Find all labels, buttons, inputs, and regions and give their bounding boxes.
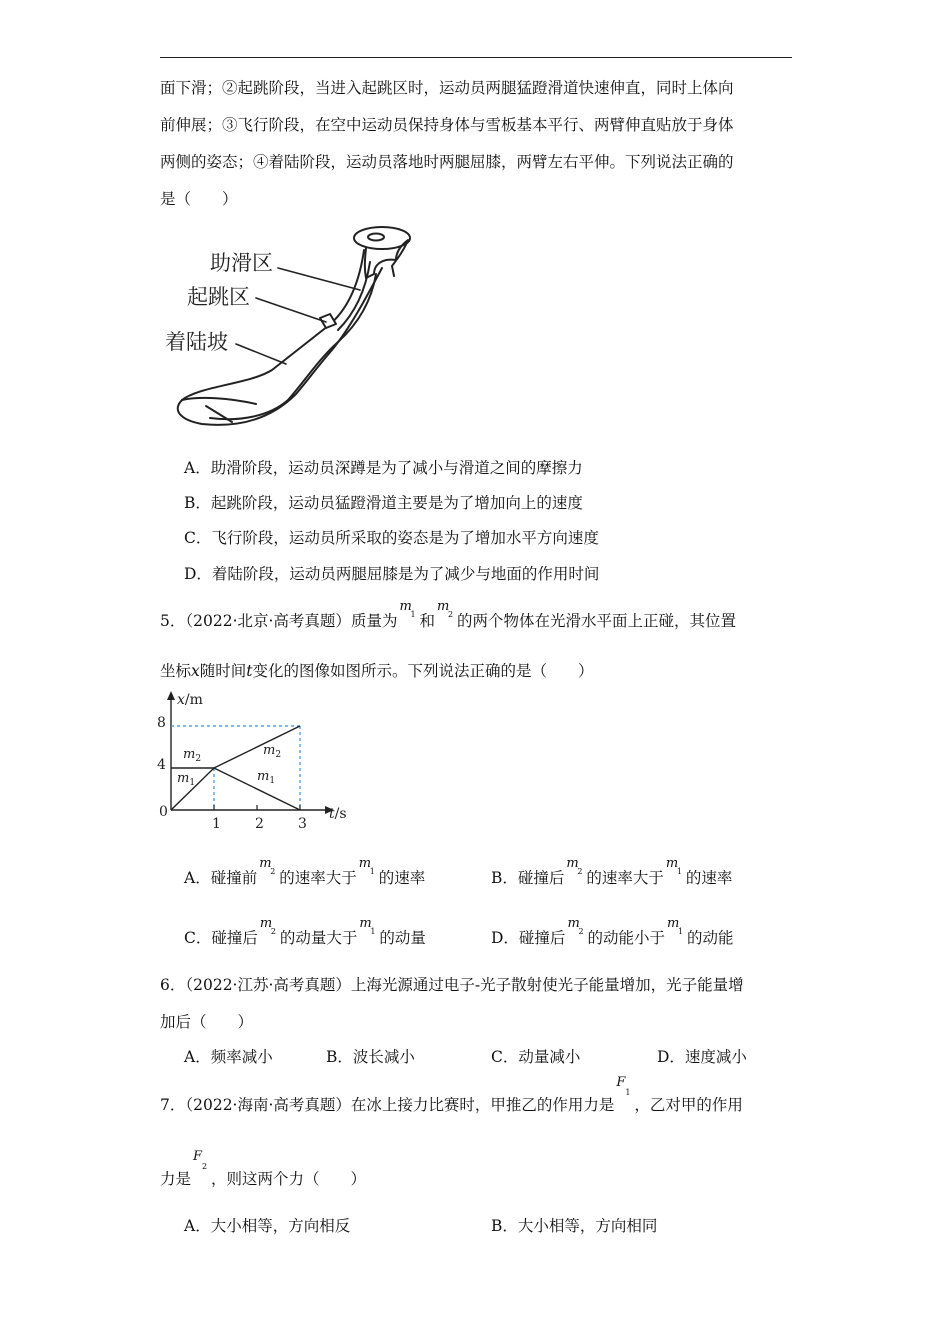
q5-option-b[interactable]: B．碰撞后 m 2 的速率大于 m 1 的速率 — [491, 856, 733, 887]
q5-text: 和 — [419, 612, 435, 630]
series-m2-segment-2 — [214, 726, 300, 768]
math-t: t — [246, 662, 253, 680]
q4-text-line-4: 是（ ） — [160, 190, 238, 208]
label-m2-before: $m_2$ — [183, 747, 202, 764]
ski-jump-figure — [160, 218, 460, 440]
q7-option-a[interactable]: A．大小相等，方向相反 — [184, 1217, 351, 1235]
q4-text-line-3: 两侧的姿态；④着陆阶段，运动员落地时两腿屈膝，两臂左右平伸。下列说法正确的 — [160, 153, 734, 171]
q4-text-line-1: 面下滑；②起跳阶段，当进入起跳区时，运动员两腿猛蹬滑道快速伸直，同时上体向 — [160, 79, 734, 97]
q6-option-a[interactable]: A．频率减小 — [184, 1048, 273, 1066]
q4-option-d[interactable]: D．着陆阶段，运动员两腿屈膝是为了减少与地面的作用时间 — [184, 565, 600, 583]
q4-text-line-2: 前伸展；③飞行阶段，在空中运动员保持身体与雪板基本平行、两臂伸直贴放于身体 — [160, 116, 734, 134]
q5-text: 变化的图像如图所示。下列说法正确的是（ ） — [252, 662, 594, 680]
math-m1: m 1 — [399, 599, 416, 619]
xt-graph — [155, 688, 355, 828]
math-m2: m 2 — [259, 916, 276, 936]
q4-option-a[interactable]: A．助滑阶段，运动员深蹲是为了减小与滑道之间的摩擦力 — [184, 459, 583, 477]
q5-option-d[interactable]: D．碰撞后 m 2 的动能小于 m 1 的动能 — [491, 916, 734, 947]
x-axis-label: t/s — [329, 806, 347, 822]
q4-option-b[interactable]: B．起跳阶段，运动员猛蹬滑道主要是为了增加向上的速度 — [184, 494, 583, 512]
q5-text: 坐标 — [160, 662, 192, 680]
x-tick-2: 2 — [255, 816, 264, 828]
math-m1: m 1 — [359, 916, 376, 936]
q5-option-a[interactable]: A．碰撞前 m 2 的速率大于 m 1 的速率 — [184, 856, 426, 887]
outrun-edge — [182, 398, 256, 404]
math-m2: m 2 — [566, 856, 583, 876]
label-qitiao: 起跳区 — [187, 285, 250, 309]
q5-text: 的两个物体在光滑水平面上正碰，其位置 — [456, 612, 736, 630]
math-f2: F 2 — [193, 1149, 208, 1171]
math-m1: m 1 — [358, 856, 375, 876]
q5-option-c[interactable]: C．碰撞后 m 2 的动量大于 m 1 的动量 — [184, 916, 426, 947]
q6-stem-line-1: 6．（2022·江苏·高考真题）上海光源通过电子-光子散射使光子能量增加，光子能量增 — [160, 976, 744, 994]
label-m1-before: $m_1$ — [177, 771, 196, 788]
q5-source: （2022·北京·高考真题） — [185, 612, 351, 630]
math-x: x — [191, 662, 200, 680]
q6-option-b[interactable]: B．波长减小 — [326, 1048, 415, 1066]
leader-zhuhua — [278, 268, 360, 290]
q5-stem-line-2 — [160, 660, 594, 682]
y-tick-8: 8 — [157, 715, 166, 731]
math-m2: m 2 — [567, 916, 584, 936]
header-rule — [160, 57, 792, 58]
math-m2: m 2 — [436, 599, 454, 619]
q6-option-c[interactable]: C．动量减小 — [491, 1048, 581, 1066]
leader-qitiao — [256, 298, 326, 322]
q7-stem-line-1: 7．（2022·海南·高考真题）在冰上接力比赛时，甲推乙的作用力是 F 1 ，乙对甲的作用 — [160, 1075, 743, 1114]
x-tick-3: 3 — [298, 816, 307, 828]
math-m2: m 2 — [259, 856, 276, 876]
q7-stem-line-2: 力是 F 2 ，则这两个力（ ） — [160, 1149, 367, 1188]
y-axis-arrow — [167, 691, 175, 700]
y-axis-label: x/m — [177, 692, 203, 708]
y-tick-4: 4 — [157, 757, 166, 773]
q5-text: 质量为 — [350, 612, 398, 630]
label-zhuhua: 助滑区 — [210, 251, 273, 275]
label-m1-after: $m_1$ — [257, 769, 276, 786]
q4-option-c[interactable]: C．飞行阶段，运动员所采取的姿态是为了增加水平方向速度 — [184, 529, 599, 547]
leader-zhuolu — [236, 344, 286, 364]
q7-option-b[interactable]: B．大小相等，方向相同 — [491, 1217, 658, 1235]
q5-text: 随时间 — [199, 662, 247, 680]
label-m2-after: $m_2$ — [263, 743, 282, 760]
math-m1: m 1 — [666, 916, 684, 936]
math-f1: F 1 — [616, 1075, 631, 1097]
q5-stem-line-1 — [160, 599, 736, 632]
label-zhuolu: 着陆坡 — [165, 330, 228, 354]
math-m1: m 1 — [665, 856, 683, 876]
q6-stem-line-2: 加后（ ） — [160, 1013, 254, 1031]
x-tick-1: 1 — [212, 816, 221, 828]
y-tick-0: 0 — [159, 804, 168, 820]
q5-number: 5． — [160, 612, 186, 630]
q6-option-d[interactable]: D．速度减小 — [657, 1048, 747, 1066]
